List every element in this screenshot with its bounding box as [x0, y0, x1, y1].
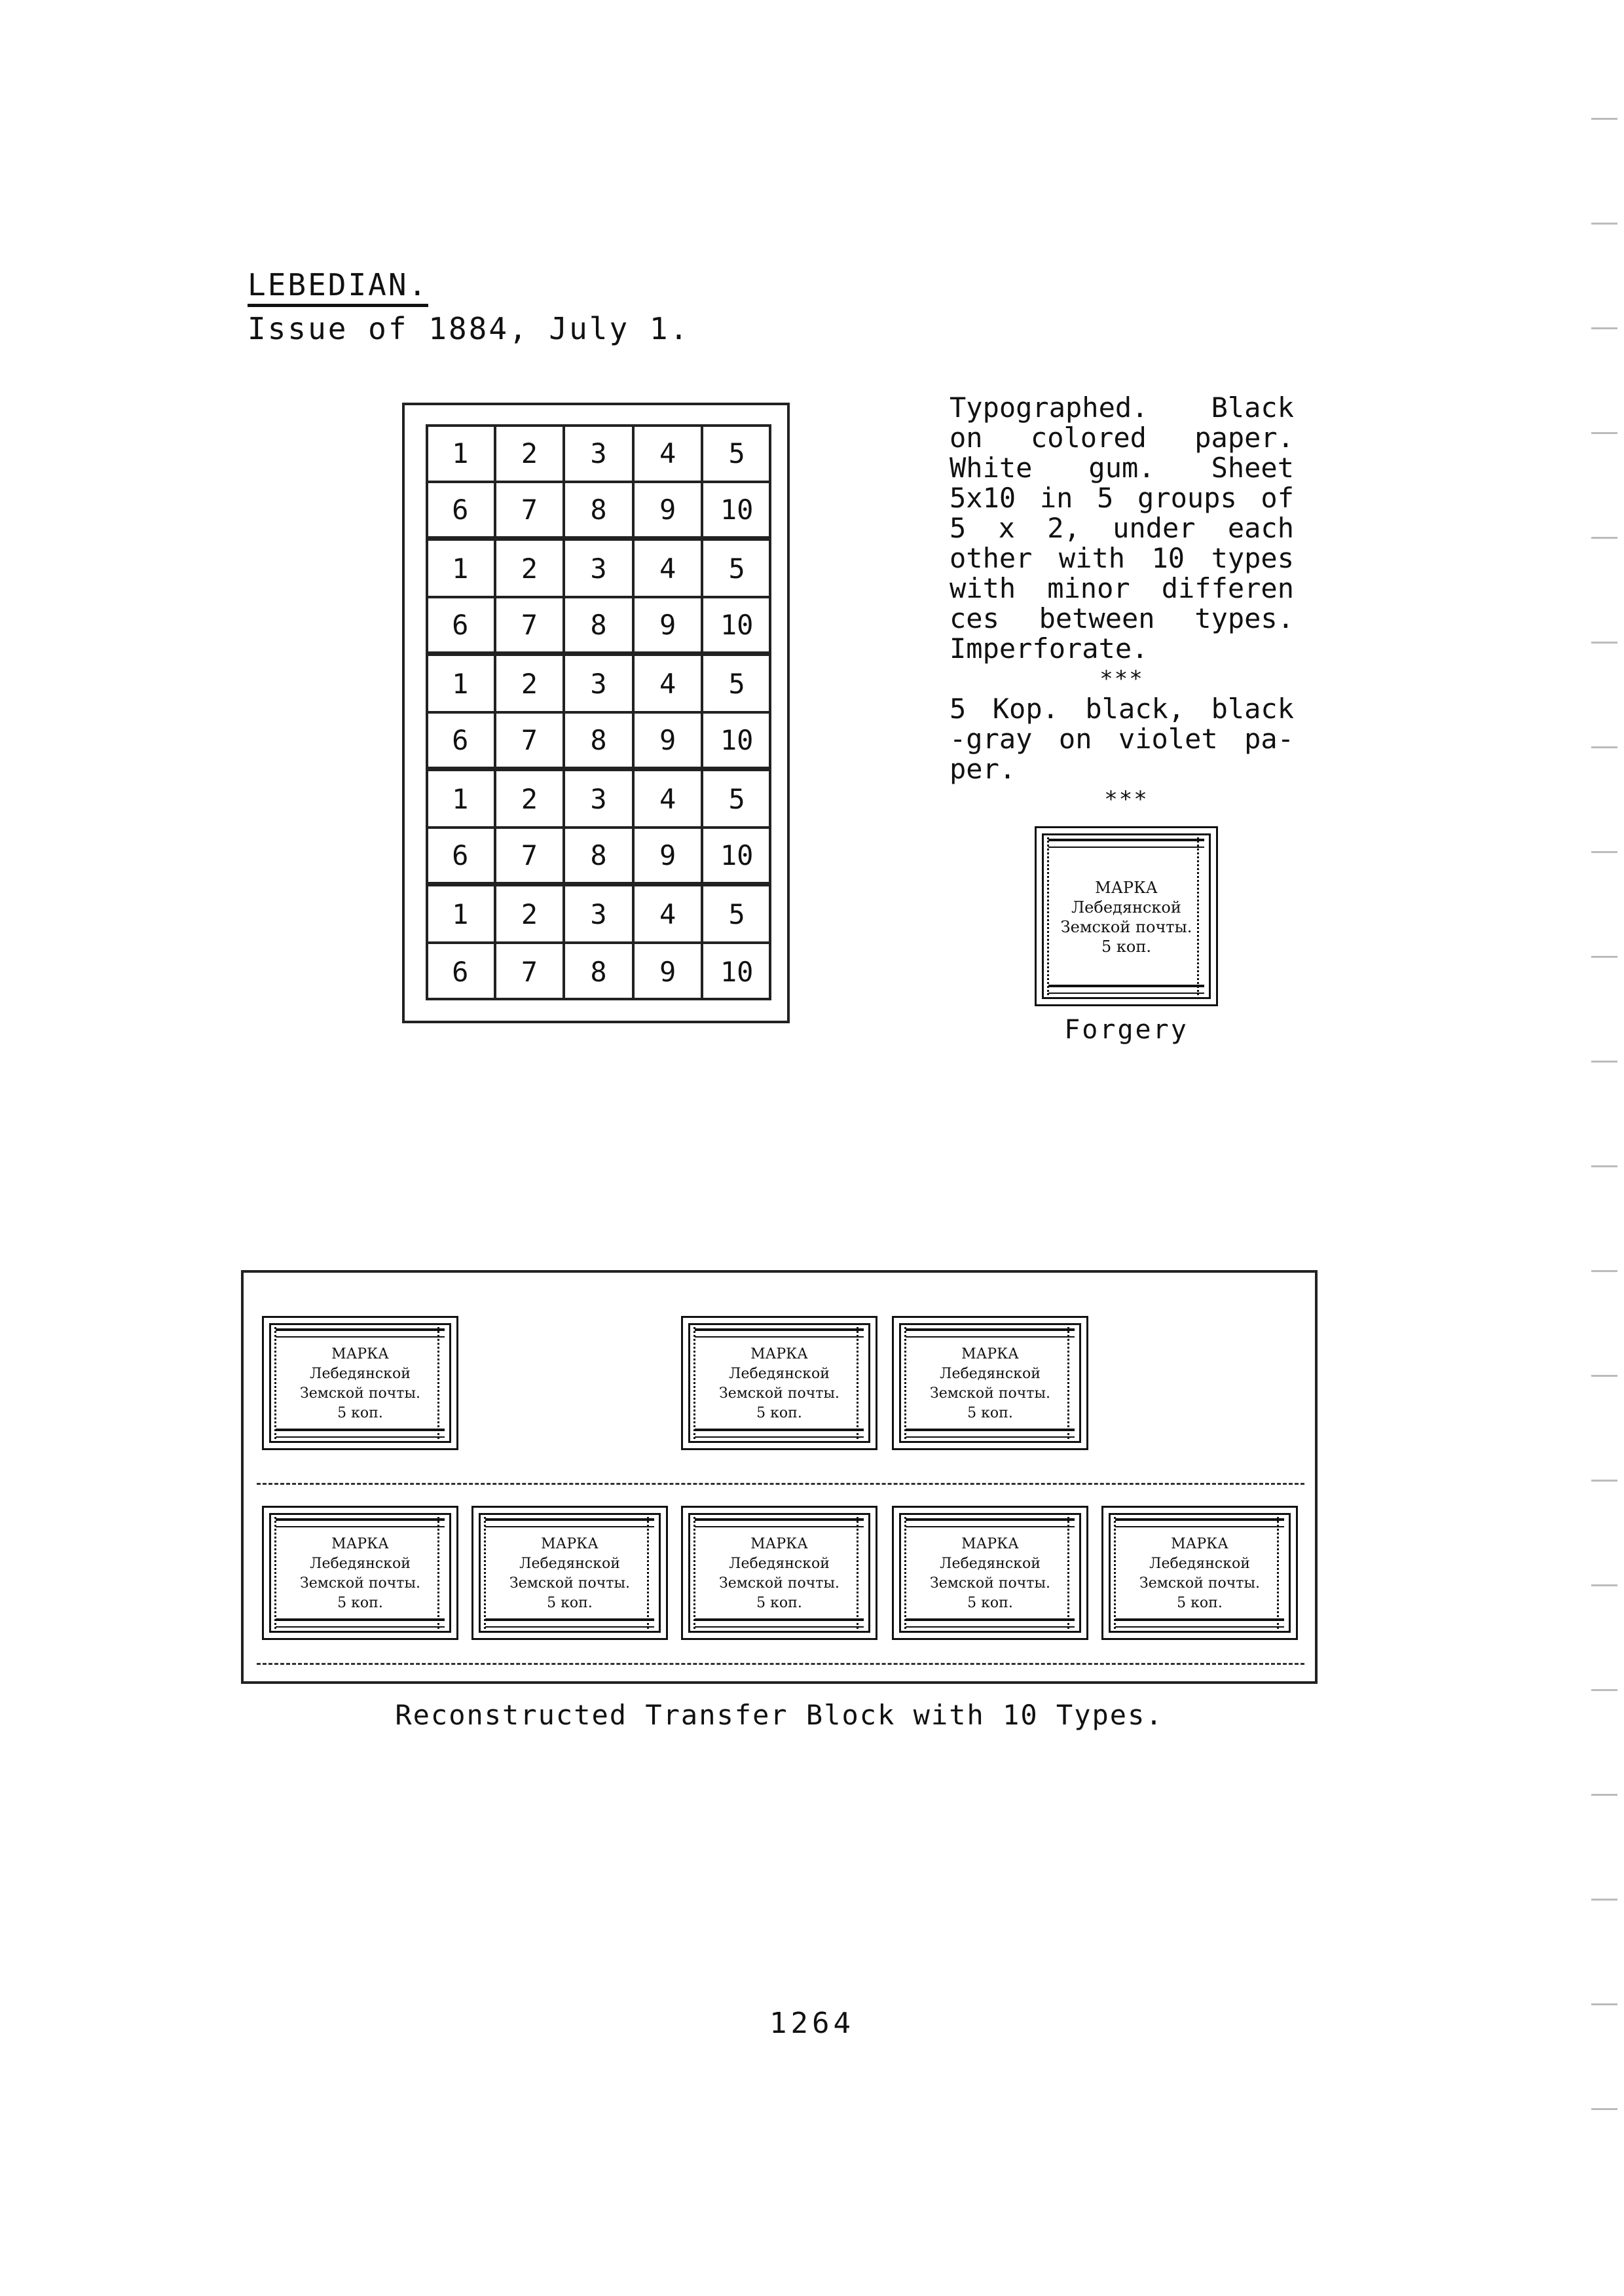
sheet-cell: 1: [426, 885, 495, 943]
sheet-cell: 4: [633, 424, 703, 482]
sheet-cell: 2: [495, 539, 564, 597]
sheet-cell: 10: [702, 943, 771, 1000]
sheet-cell: 6: [426, 597, 495, 655]
sheet-cell: 1: [426, 539, 495, 597]
stamp-text-marka: МАРКА: [331, 1535, 389, 1552]
sheet-cell: 5: [702, 539, 771, 597]
stamp-text-post: Земской почты.: [930, 1575, 1050, 1592]
stamp-text-marka: МАРКА: [1095, 878, 1158, 897]
stamp-text-post: Земской почты.: [930, 1385, 1050, 1402]
sheet-cell: 9: [633, 712, 703, 770]
sheet-cell: 8: [564, 482, 633, 539]
stamp-text-town: Лебедянской: [940, 1365, 1041, 1382]
stamp-text-post: Земской почты.: [509, 1575, 630, 1592]
transfer-block-stamp: [471, 1506, 668, 1640]
sheet-cell: 9: [633, 482, 703, 539]
sheet-cell: 2: [495, 424, 564, 482]
separator-stars-1: ***: [1099, 666, 1144, 692]
sheet-cell: 2: [495, 655, 564, 712]
sheet-cell: 4: [633, 539, 703, 597]
stamp-text-town: Лебедянской: [310, 1365, 411, 1382]
description-paragraph-1: Typographed. Black on colored paper. White gum. Sheet 5x10 in 5 groups of 5 x 2, under each other with 10 types with minor differen ces between types. Imperforate.: [950, 392, 1294, 665]
forgery-stamp: [1035, 826, 1218, 1006]
transfer-block-stamp: [262, 1316, 458, 1450]
sheet-cell: 7: [495, 943, 564, 1000]
transfer-block-stamp: [892, 1506, 1088, 1640]
stamp-text-town: Лебедянской: [729, 1365, 830, 1382]
sheet-diagram-grid: [426, 424, 771, 1000]
stamp-text-marka: МАРКА: [961, 1535, 1019, 1552]
stamp-text-marka: МАРКА: [750, 1535, 808, 1552]
stamp-text-post: Земской почты.: [300, 1575, 420, 1592]
sheet-cell: 10: [702, 828, 771, 885]
sheet-cell: 1: [426, 424, 495, 482]
page-number: 1264: [769, 2007, 855, 2040]
transfer-block-stamp: [892, 1316, 1088, 1450]
sheet-cell: 9: [633, 828, 703, 885]
binder-margin: [1585, 118, 1624, 2180]
sheet-cell: 3: [564, 424, 633, 482]
sheet-cell: 5: [702, 885, 771, 943]
sheet-cell: 8: [564, 828, 633, 885]
sheet-cell: 8: [564, 943, 633, 1000]
stamp-text-value: 5 коп.: [756, 1404, 802, 1421]
sheet-cell: 8: [564, 597, 633, 655]
stamp-text-post: Земской почты.: [719, 1575, 840, 1592]
sheet-cell: 5: [702, 424, 771, 482]
page-heading: [248, 267, 690, 346]
sheet-cell: 9: [633, 943, 703, 1000]
forgery-caption: Forgery: [1064, 1015, 1189, 1045]
transfer-block-stamp: [681, 1506, 877, 1640]
sheet-cell: 2: [495, 770, 564, 828]
stamp-text-value: 5 коп.: [1177, 1594, 1223, 1611]
stamp-text-marka: МАРКА: [1171, 1535, 1228, 1552]
stamp-text-value: 5 коп.: [337, 1404, 383, 1421]
stamp-text-town: Лебедянской: [1071, 898, 1181, 917]
block-divider-line: [257, 1483, 1304, 1485]
stamp-text-marka: МАРКА: [961, 1345, 1019, 1362]
transfer-block-caption: Reconstructed Transfer Block with 10 Types.: [395, 1699, 1164, 1731]
stamp-text-marka: МАРКА: [750, 1345, 808, 1362]
sheet-cell: 10: [702, 712, 771, 770]
stamp-text-post: Земской почты.: [300, 1385, 420, 1402]
stamp-text-town: Лебедянской: [940, 1555, 1041, 1572]
transfer-block-stamp: [681, 1316, 877, 1450]
sheet-cell: 4: [633, 655, 703, 712]
sheet-cell: 10: [702, 597, 771, 655]
sheet-cell: 3: [564, 770, 633, 828]
stamp-text-town: Лебедянской: [1149, 1555, 1250, 1572]
sheet-cell: 1: [426, 770, 495, 828]
sheet-cell: 7: [495, 597, 564, 655]
stamp-text-marka: МАРКА: [331, 1345, 389, 1362]
transfer-block-stamp: [1101, 1506, 1298, 1640]
sheet-cell: 8: [564, 712, 633, 770]
sheet-cell: 6: [426, 828, 495, 885]
sheet-cell: 6: [426, 943, 495, 1000]
sheet-cell: 2: [495, 885, 564, 943]
description: [950, 393, 1294, 814]
sheet-cell: 4: [633, 770, 703, 828]
sheet-cell: 3: [564, 885, 633, 943]
sheet-cell: 5: [702, 655, 771, 712]
sheet-cell: 5: [702, 770, 771, 828]
sheet-cell: 7: [495, 828, 564, 885]
description-paragraph-2: 5 Kop. black, black -gray on violet pa- per.: [950, 693, 1294, 785]
heading-issue: Issue of 1884, July 1.: [248, 311, 690, 346]
sheet-cell: 6: [426, 482, 495, 539]
separator-stars-2: ***: [1104, 786, 1149, 812]
stamp-text-post: Земской почты.: [1139, 1575, 1260, 1592]
stamp-text-town: Лебедянской: [729, 1555, 830, 1572]
transfer-block-stamp: [262, 1506, 458, 1640]
stamp-text-value: 5 коп.: [756, 1594, 802, 1611]
stamp-text-value: 5 коп.: [967, 1404, 1013, 1421]
sheet-cell: 4: [633, 885, 703, 943]
stamp-text-value: 5 коп.: [1101, 937, 1151, 956]
heading-name: LEBEDIAN.: [248, 267, 428, 307]
sheet-cell: 3: [564, 655, 633, 712]
stamp-text-post: Земской почты.: [719, 1385, 840, 1402]
sheet-cell: 1: [426, 655, 495, 712]
stamp-text-value: 5 коп.: [967, 1594, 1013, 1611]
sheet-cell: 7: [495, 482, 564, 539]
stamp-text-post: Земской почты.: [1060, 917, 1192, 936]
stamp-text-marka: МАРКА: [541, 1535, 599, 1552]
stamp-text-town: Лебедянской: [519, 1555, 620, 1572]
stamp-text-town: Лебедянской: [310, 1555, 411, 1572]
sheet-cell: 6: [426, 712, 495, 770]
stamp-text-value: 5 коп.: [547, 1594, 593, 1611]
stamp-text-value: 5 коп.: [337, 1594, 383, 1611]
sheet-cell: 10: [702, 482, 771, 539]
sheet-cell: 7: [495, 712, 564, 770]
block-bottom-line: [257, 1663, 1304, 1665]
sheet-cell: 3: [564, 539, 633, 597]
sheet-cell: 9: [633, 597, 703, 655]
